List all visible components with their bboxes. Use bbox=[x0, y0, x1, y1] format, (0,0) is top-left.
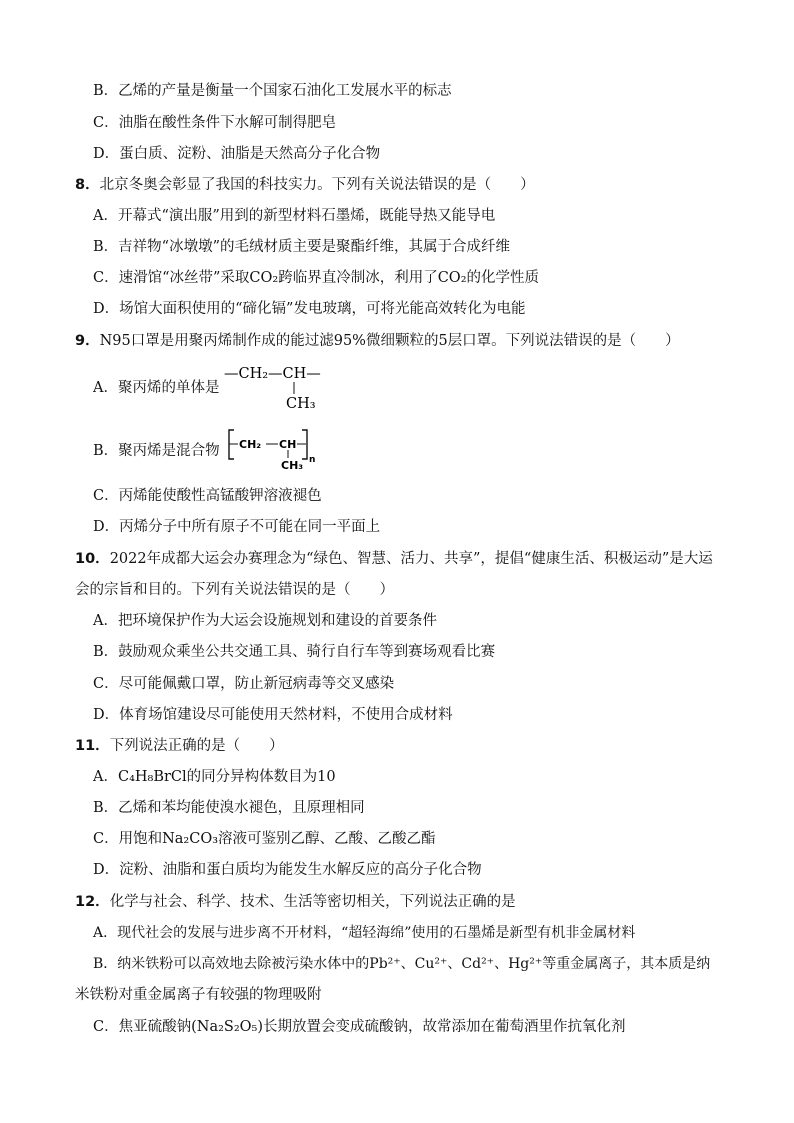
monomer-structural-formula bbox=[224, 362, 344, 414]
question-11 bbox=[75, 736, 284, 756]
option-b: B．乙烯和苯均能使溴水褪色，且原理相同 bbox=[93, 800, 365, 816]
question-number: 12． bbox=[75, 894, 110, 910]
option-a: A．把环境保护作为大运会设施规划和建设的首要条件 bbox=[93, 613, 437, 629]
option-b: B．吉祥物“冰墩墩”的毛绒材质主要是聚酯纤维，其属于合成纤维 bbox=[93, 239, 510, 255]
option-d: D．体育场馆建设尽可能使用天然材料，不使用合成材料 bbox=[93, 707, 453, 723]
question-12 bbox=[75, 892, 516, 912]
option-c: C．用饱和Na₂CO₃溶液可鉴别乙醇、乙酸、乙酸乙酯 bbox=[93, 831, 436, 847]
option-d: D．场馆大面积使用的“碲化镉”发电玻璃，可将光能高效转化为电能 bbox=[93, 301, 526, 317]
question-stem: N95口罩是用聚丙烯制作成的能过滤95%微细颗粒的5层口罩。下列说法错误的是（ ） bbox=[99, 333, 680, 349]
question-stem: 2022年成都大运会办赛理念为“绿色、智慧、活力、共享”，提倡“健康生活、积极运动”是大运 bbox=[109, 551, 713, 567]
question-number: 8． bbox=[75, 177, 100, 193]
formula-main-chain: —CH₂—CH— bbox=[224, 366, 321, 382]
question-8 bbox=[75, 175, 535, 195]
option-b: B．乙烯的产量是衡量一个国家石油化工发展水平的标志 bbox=[93, 83, 452, 99]
option-d: D．淀粉、油脂和蛋白质均为能发生水解反应的高分子化合物 bbox=[93, 862, 482, 878]
question-number: 11． bbox=[75, 738, 110, 754]
question-number: 9． bbox=[75, 333, 100, 349]
option-c: C．丙烯能使酸性高锰酸钾溶液褪色 bbox=[93, 488, 322, 504]
option-b: B．鼓励观众乘坐公共交通工具、骑行自行车等到赛场观看比赛 bbox=[93, 644, 496, 660]
option-b-continued: 米铁粉对重金属离子有较强的物理吸附 bbox=[75, 987, 322, 1003]
question-stem: 北京冬奥会彰显了我国的科技实力。下列有关说法错误的是（ ） bbox=[99, 177, 535, 193]
question-10 bbox=[75, 549, 713, 569]
option-c: C．尽可能佩戴口罩，防止新冠病毒等交叉感染 bbox=[93, 676, 395, 692]
question-number: 10． bbox=[75, 551, 110, 567]
option-d: D．丙烯分子中所有原子不可能在同一平面上 bbox=[93, 519, 381, 535]
polypropylene-structural-formula bbox=[226, 426, 326, 476]
option-a-label: A．聚丙烯的单体是 bbox=[93, 380, 220, 396]
option-a: A．C₄H₈BrCl的同分异构体数目为10 bbox=[93, 769, 336, 785]
formula-ch: CH bbox=[279, 438, 297, 451]
formula-methyl: CH₃ bbox=[286, 396, 316, 412]
option-c: C．油脂在酸性条件下水解可制得肥皂 bbox=[93, 115, 337, 131]
formula-ch2: CH₂ bbox=[239, 438, 262, 451]
question-9 bbox=[75, 331, 680, 351]
option-b: B．纳米铁粉可以高效地去除被污染水体中的Pb²⁺、Cu²⁺、Cd²⁺、Hg²⁺等重金属离子，其本质是纳 bbox=[93, 956, 711, 972]
question-stem-continued: 会的宗旨和目的。下列有关说法错误的是（ ） bbox=[75, 582, 394, 598]
option-c: C．焦亚硫酸钠(Na₂S₂O₅)长期放置会变成硫酸钠，故常添加在葡萄酒里作抗氧化剂 bbox=[93, 1019, 626, 1035]
option-a: A．开幕式“演出服”用到的新型材料石墨烯，既能导热又能导电 bbox=[93, 208, 496, 224]
question-stem: 下列说法正确的是（ ） bbox=[109, 738, 284, 754]
option-d: D．蛋白质、淀粉、油脂是天然高分子化合物 bbox=[93, 146, 381, 162]
option-a: A．现代社会的发展与进步离不开材料，“超轻海绵”使用的石墨烯是新型有机非金属材料 bbox=[93, 925, 636, 941]
formula-ch3: CH₃ bbox=[281, 459, 304, 472]
formula-n: n bbox=[309, 455, 316, 465]
question-stem: 化学与社会、科学、技术、生活等密切相关，下列说法正确的是 bbox=[109, 894, 516, 910]
option-c: C．速滑馆“冰丝带”采取CO₂跨临界直冷制冰，利用了CO₂的化学性质 bbox=[93, 270, 540, 286]
option-b-label: B．聚丙烯是混合物 bbox=[93, 443, 220, 459]
